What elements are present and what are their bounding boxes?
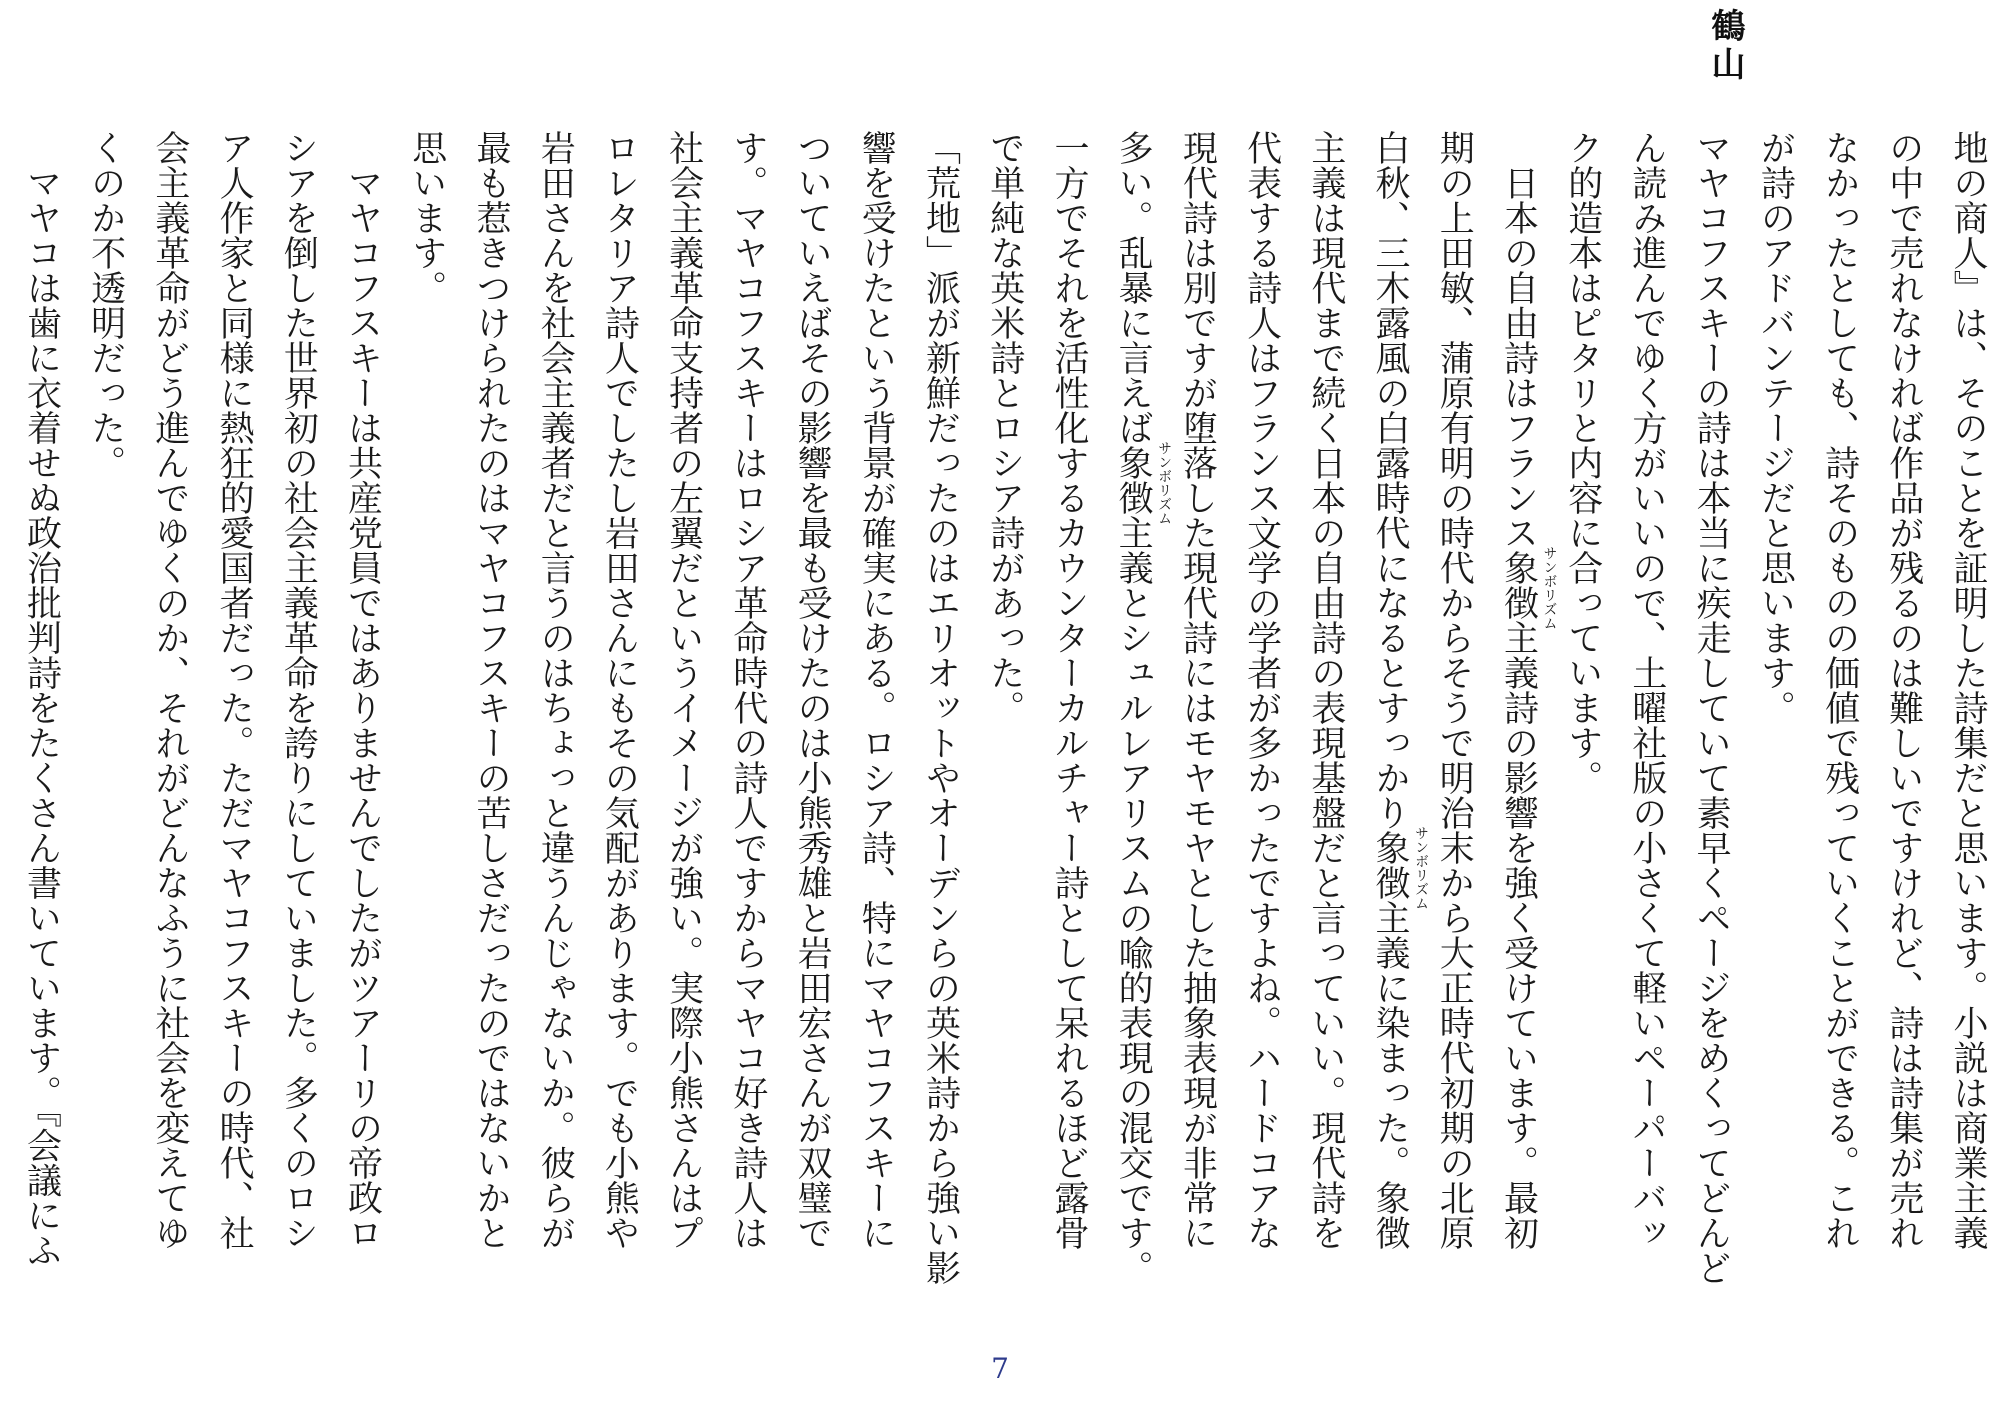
text-column: マヤコは歯に衣着せぬ政治批判詩をたくさん書いています。『会議にふ xyxy=(21,130,62,1268)
text-column: 一方でそれを活性化するカウンターカルチャー詩として呆れるほど露骨 xyxy=(1048,130,1089,1250)
text-column: す。マヤコフスキーはロシア革命時代の詩人ですからマヤコ好き詩人は xyxy=(727,130,768,1250)
ruby-reading: サンボリズム xyxy=(1541,546,1558,630)
text-column: 岩田さんを社会主義者だと言うのはちょっと違うんじゃないか。彼らが xyxy=(535,130,576,1250)
ruby-base: 象徴主義 サンボリズム xyxy=(1498,546,1558,690)
text-column: 最も惹きつけられたのはマヤコフスキーの苦しさだったのではないかと xyxy=(470,130,511,1250)
speaker-name: 鶴山 xyxy=(1705,8,1745,84)
text-column: シアを倒した世界初の社会主義革命を誇りにしていました。多くのロシ xyxy=(278,130,319,1250)
text-column: マヤコフスキーの詩は本当に疾走していて素早くページをめくってどんど xyxy=(1691,130,1732,1285)
text-column: ん読み進んでゆく方がいいので、土曜社版の小さくて軽いペーパーバッ xyxy=(1626,130,1667,1250)
page-number: 7 xyxy=(991,1352,1009,1385)
text-column: くのか不透明だった。 xyxy=(85,130,126,480)
ruby-base: 象徴主義 サンボリズム xyxy=(1370,826,1430,970)
text-column: ついていえばその影響を最も受けたのは小熊秀雄と岩田宏さんが双璧で xyxy=(792,130,833,1250)
text-column: 日本の自由詩はフランス象徴主義 サンボリズム 詩の影響を強く受けています。最初 xyxy=(1498,130,1558,1250)
text-column: で単純な英米詩とロシア詩があった。 xyxy=(984,130,1025,725)
text-column: 多い。乱暴に言えば象徴主義 サンボリズム とシュルレアリスムの喩的表現の混交です。 xyxy=(1113,130,1173,1285)
text-column: 響を受けたという背景が確実にある。ロシア詩、特にマヤコフスキーに xyxy=(856,130,897,1250)
text-column: なかったとしても、詩そのものの価値で残っていくことができる。これ xyxy=(1819,130,1860,1250)
body-text xyxy=(10,130,2000,1370)
text-column: 白秋、三木露風の白露時代になるとすっかり象徴主義 サンボリズム に染まった。象徴 xyxy=(1370,130,1430,1250)
text-column: 主義は現代まで続く日本の自由詩の表現基盤だと言っていい。現代詩を xyxy=(1305,130,1346,1250)
text-column: 地の商人』は、そのことを証明した詩集だと思います。小説は商業主義 xyxy=(1948,130,1988,1250)
text-column: の中で売れなければ作品が残るのは難しいですけれど、詩は詩集が売れ xyxy=(1883,130,1924,1250)
text-column: 思います。 xyxy=(406,130,447,305)
text-column: 会主義革命がどう進んでゆくのか、それがどんなふうに社会を変えてゆ xyxy=(149,130,190,1250)
text-column: 代表する詩人はフランス文学の学者が多かったですよね。ハードコアな xyxy=(1241,130,1282,1250)
ruby-reading: サンボリズム xyxy=(1413,826,1430,910)
ruby-base: 象徴主義 サンボリズム xyxy=(1113,441,1173,585)
text-column: が詩のアドバンテージだと思います。 xyxy=(1755,130,1796,725)
text-column: ロレタリア詩人でしたし岩田さんにもその気配があります。でも小熊や xyxy=(599,130,640,1250)
text-column: 社会主義革命支持者の左翼だというイメージが強い。実際小熊さんはプ xyxy=(663,130,704,1250)
text-column: マヤコフスキーは共産党員ではありませんでしたがツアーリの帝政ロ xyxy=(342,130,383,1250)
text-column: 期の上田敏、蒲原有明の時代からそうで明治末から大正時代初期の北原 xyxy=(1434,130,1475,1250)
text-column: ア人作家と同様に熱狂的愛国者だった。ただマヤコフスキーの時代、社 xyxy=(214,130,255,1250)
ruby-reading: サンボリズム xyxy=(1156,441,1173,525)
text-column: 「荒地」派が新鮮だったのはエリオットやオーデンらの英米詩から強い影 xyxy=(920,130,961,1285)
text-column: ク的造本はピタリと内容に合っています。 xyxy=(1562,130,1603,795)
text-column: 現代詩は別ですが堕落した現代詩にはモヤモヤとした抽象表現が非常に xyxy=(1177,130,1218,1250)
